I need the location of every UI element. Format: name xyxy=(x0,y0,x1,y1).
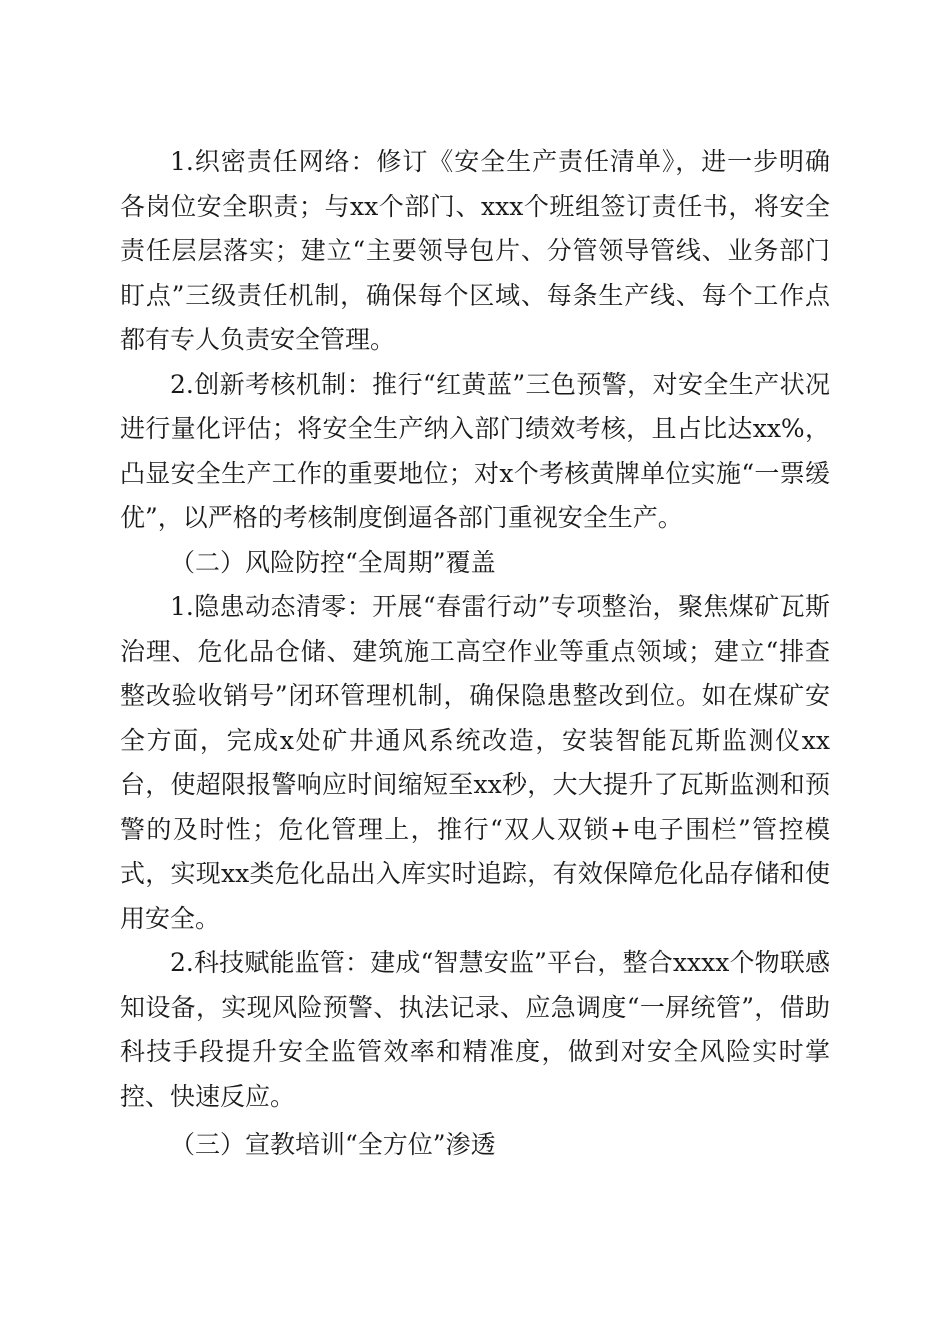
section-heading-training: （三）宣教培训“全方位”渗透 xyxy=(170,1130,496,1159)
paragraph-assessment-mechanism: 2.创新考核机制：推行“红黄蓝”三色预警，对安全生产状况进行量化评估；将安全生产纳入部门绩效考核，且占比达xx%，凸显安全生产工作的重要地位；对x个考核黄牌单位实施“一票缓优”，以严格的考核制度倒逼各部门重视安全生产。 xyxy=(120,369,830,532)
section-heading-risk-control: （二）风险防控“全周期”覆盖 xyxy=(170,547,496,577)
document-body xyxy=(120,140,830,1168)
paragraph-tech-supervision: 2.科技赋能监管：建成“智慧安监”平台，整合xxxx个物联感知设备，实现风险预警、执法记录、应急调度“一屏统管”，借助科技手段提升安全监管效率和精准度，做到对安全风险实时掌控、快速反应。 xyxy=(120,948,830,1111)
paragraph-responsibility-network: 1.织密责任网络：修订《安全生产责任清单》，进一步明确各岗位安全职责；与xx个部门、xxx个班组签订责任书，将安全责任层层落实；建立“主要领导包片、分管领导管线、业务部门盯点”三级责任机制，确保每个区域、每条生产线、每个工作点都有专人负责安全管理。 xyxy=(120,147,830,354)
paragraph-hazard-clearing: 1.隐患动态清零：开展“春雷行动”专项整治，聚焦煤矿瓦斯治理、危化品仓储、建筑施工高空作业等重点领域；建立“排查整改验收销号”闭环管理机制，确保隐患整改到位。如在煤矿安全方面，完成x处矿井通风系统改造，安装智能瓦斯监测仪xx台，使超限报警响应时间缩短至xx秒，大大提升了瓦斯监测和预警的及时性；危化管理上，推行“双人双锁+电子围栏”管控模式，实现xx类危化品出入库实时追踪，有效保障危化品存储和使用安全。 xyxy=(120,592,830,933)
